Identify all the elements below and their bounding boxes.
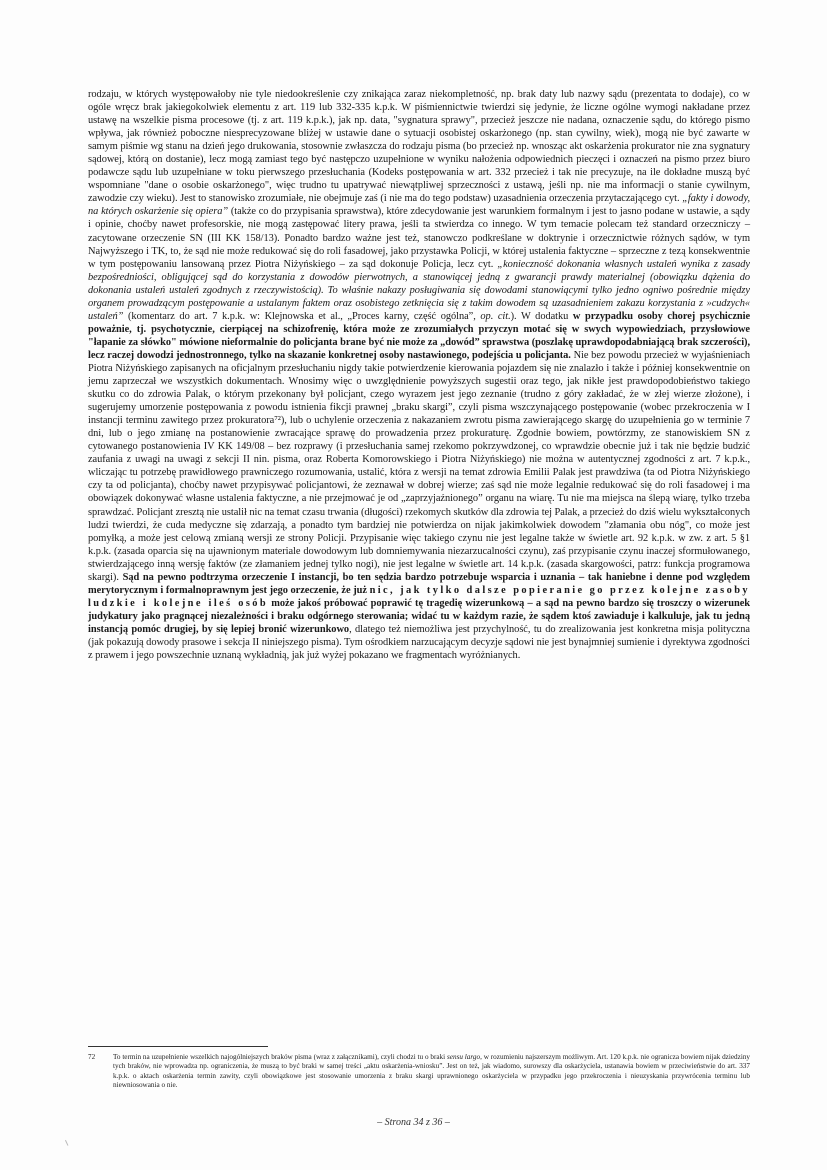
body-text-segment: „fakty i dowody, na których oskarżenie się opiera” [88,193,750,218]
footnote-italic-term: sensu largo [446,1053,481,1061]
footnote-text [113,1053,750,1091]
footnote [88,1053,750,1091]
footnote-number: 72 [88,1053,96,1061]
body-text [88,88,750,662]
body-text-segment: op. cit. [480,310,511,322]
footnote-separator [88,1046,268,1047]
body-text-segment: ). W dodatku [510,310,573,322]
body-text-segment: Sąd na pewno podtrzyma orzeczenie I instancji, bo ten sędzia bardzo potrzebuje wsparcia i uznania – tak haniebne i denne pod względem merytorycznym i formalnoprawnym jest jego orzeczenie, że już [88,571,750,596]
body-text-segment: Nie bez powodu przecież w wyjaśnieniach Piotra Niżyńskiego zapisanych na oficjalnym przesłuchaniu nigdy takie potwierdzenie kierowania pojazdem się nie znalazło i także i później konsekwentnie on jemu zaprzeczał we wszystkich dokumentach. Wnosimy więc o uwzględnienie powyższych sugestii oraz tego, jak nikłe jest prawdopodobieństwo takiego skutku co do zdrowia Palak, o którym przekonany był policjant, czego wyrazem jest jego zeznanie (trudno z góry zakładać, że w złej wierze złożone), i sugerujemy umorzenie postępowania z powodu istnienia fikcji prawnej „braku skargi”, czyli pisma wszczynającego postępowanie (wobec przekroczenia w I instancji terminu zawitego przez prokuratora⁷²), lub o uchylenie orzeczenia z nakazaniem zwrotu pisma zawierającego skargę do uzupełnienia go w terminie 7 dni, lub o jego zmianę na postanowienie zwracające sprawę do prowadzenia przez prokuraturę. Zgodnie bowiem, powtórzmy, ze stanowiskiem SN z cytowanego postanowienia IV KK 149/08 – bez rozprawy (i przesłuchania samej rzekomo pokrzywdzonej, co wprawdzie obecnie już i tak nie będzie budzić zaufania z uwagi na uwagi z sekcji II nin. pisma, oraz Roberta Komorowskiego i Piotra Niżyńskiego) nie można w autentycznej zgodności z art. 7 k.p.k., wliczając tu potrzebę prawidłowego prawniczego rozumowania, ustalić, która z wersji na temat zdrowia Emilii Palak jest prawdziwa (ta od Piotra Niżyńskiego czy ta od policjanta), choćby nawet przypisywać policjantowi, że zeznawał w dobrej wierze; zaś sąd nie może legalnie redukować się do roli fasadowej i ma obowiązek dokonywać własne ustalenia faktyczne, a nie przejmować je od „zaprzyjaźnionego” organu na wiarę. Tu nie ma miejsca na ślepą wiarę, tylko trzeba sprawdzać. Policjant zresztą nie ustalił nic na temat czasu trwania (długości) rzekomych skutków dla zdrowia tej Palak, a przecież do dziś wielu wykształconych ludzi twierdzi, że cuda medyczne się zdarzają, a ponadto tym bardziej nie potwierdza on nijak jakimkolwiek dowodem "złamania obu nóg", co może jest pomyłką, a może jest celową zmianą wersji ze strony Policji. Przypisanie więc takiego czynu nie jest legalne także w świetle art. 92 k.p.k. w zw. z art. 5 §1 k.p.k. (zasada oparcia się na ujawnionym materiale dowodowym lub domniemywania niezarzucalności czynu), zaś przypisanie czynu inaczej sformułowanego, stwierdzającego inną wersję faktów (ze złamaniem jednej tylko nogi), nie jest legalne w świetle art. 14 k.p.k. (zasada skargowości, patrz: funkcja programowa skargi). [88,349,751,583]
body-text-segment: może jakoś próbować poprawić tę tragedię wizerunkową – a sąd na pewno bardzo się troszczy o wizerunek judykatury jako pragnącej niezależności i braku odgórnego sterowania; widać tu w każdym razie, że sądem ktoś zawiaduje i kalkuluje, jak tu jedną instancją pomóc drugiej, by się lepiej bronić wizerunkowo [88,597,750,635]
body-text-segment: rodzaju, w których występowałoby nie tyle niedookreślenie czy znikająca zaraz niekompletność, np. brak daty lub nazwy sądu (prezentata to dodaje), co w ogóle wręcz brak jakiegokolwiek elementu z art. 119 lub 332-335 k.p.k. W piśmiennictwie twierdzi się jedynie, że liczne ogólne wymogi nakładane przez ustawę na wszelkie pisma procesowe (tj. z art. 119 k.p.k.), jak np. data, "sygnatura sprawy", przecież jeszcze nie nadana, oznaczenie sądu, do którego pismo wpływa, jak również poboczne niesprecyzowane bliżej w ustawie dane o sytuacji osobistej oskarżonego (np. stan cywilny, wiek), mogą nie być zawarte w samym piśmie wg stanu na dzień jego drukowania, stosownie zwłaszcza do rodzaju pisma (bo przecież np. wnosząc akt oskarżenia prokurator nie zna sygnatury sądowej, którą on dostanie), lecz mogą zamiast tego być następczo uzupełnione w wyniku nałożenia odpowiednich pieczęci i oznaczeń na pismo przez biuro podawcze sądu lub uzupełniane w toku pierwszego przesłuchania (Kodeks postępowania w art. 332 przecież i tak nie precyzuje, na ile dokładne muszą być wspomniane "dane o osobie oskarżonego", więc trudno tu upatrywać niewątpliwej sprzeczności z ustawą, jeśli np. nie ma informacji o stanie cywilnym, zawodzie czy wieku). Jest to stanowisko zrozumiałe, nie obejmuje zaś (i nie ma do tego podstaw) uzasadnienia orzeczenia przytaczającego cyt. [88,89,750,205]
body-text-segment: w przypadku osoby chorej psychicznie poważnie, tj. psychotycznie, cierpiącej na schizofrenię, która może ze zrozumiałych przyczyn motać się w swych wypowiedziach, przysłowiowe "łapanie za słówko" mówione nieformalnie do policjanta brane być nie może za „dowód” sprawstwa (poszlakę uprawdopodabniającą brak szczerości), lecz raczej dowodzi jednostronnego, tylko na skazanie konkretnej osoby nastawionego, podejścia u policjanta. [88,310,751,361]
margin-mark [65,1138,72,1146]
main-paragraph [88,88,750,662]
body-text-segment: nic, jak tylko dalsze popieranie go przez kolejne zasoby ludzkie i kolejne ileś osób [88,584,750,609]
body-text-segment: „konieczność dokonania własnych ustaleń wynika z zasady bezpośredniości, obligującej sąd do korzystania z dowodów pierwotnych, a stanowiącej jedną z gwarancji prawdy materialnej (obowiązku dążenia do dokonania ustaleń ustaleń zgodnych z rzeczywistością). To właśnie nakazy posługiwania się dowodami stanowiącymi tylko jedno ogniwo pośrednie między organem prowadzącym postępowanie a ustalanym faktem oraz osobistego zetknięcia się z takim dowodem są uzasadnieniem zakazu korzystania z »cudzych« ustaleń” [88,258,750,322]
page-number: – Strona 34 z 36 – [377,1117,450,1128]
body-text-segment: , dlatego też niemożliwa jest przychylność, tu do zrealizowania jest konkretna misja polityczna (jak pokazują dowody prasowe i sekcja II niniejszego pisma). Tym ośrodkiem narzucającym decyzje sądowi nie jest bynajmniej sumienie i dyrektywa zgodności z prawem i jego powszechnie uznaną wykładnią, jak już wyżej pokazano we fragmentach wyróżnianych. [88,623,750,662]
body-text-segment: (także co do przypisania sprawstwa), które zdecydowanie jest warunkiem formalnym i jest to jasno podane w ustawie, a sądy i opinie, choćby nawet profesorskie, nie mogą zastępować litery prawa, jeśli ta stwierdza co innego. W tym temacie polecam też standard orzeczniczy – zacytowane orzeczenie SN (III KK 158/13). Ponadto bardzo ważne jest też, stanowczo podkreślane w doktrynie i orzecznictwie różnych sądów, w tym Najwyższego i TK, to, że sąd nie może redukować się do roli fasadowej, jako przystawka Policji, w której ustalenia faktyczne – sprzeczne z tezą konsekwentnie w tym postępowaniu lansowaną przez Piotra Niżyńskiego – za sąd dokonuje Policja, lecz cyt. [88,206,750,270]
body-text-segment: (komentarz do art. 7 k.p.k. w: Klejnowska et al., „Proces karny, część ogólna”, [123,310,481,322]
footnote-text-part: To termin na uzupełnienie wszelkich najogólniejszych braków pisma (wraz z załącznikami), czyli chodzi tu o braki [113,1053,447,1061]
footnote-text-part: , w rozumieniu najszerszym możliwym. Art. 120 k.p.k. nie ogranicza bowiem nijak dziedziny tych braków, nie wprowadza np. ograniczenia, że muszą to być braki w samej treści „aktu oskarżenia-wniosku”. Jest on też, jak wiadomo, surowszy dla oskarżyciela, ustanawia bowiem w przeciwieństwie do art. 337 k.p.k. o aktach oskarżenia termin zawity, czyli obowiązkowe jest stosowanie umorzenia z braku skargi uprawnionego oskarżyciela w przypadku jego przekroczenia i nieuzyskania przywrócenia terminu lub niewniosowania o nie. [113,1053,751,1090]
